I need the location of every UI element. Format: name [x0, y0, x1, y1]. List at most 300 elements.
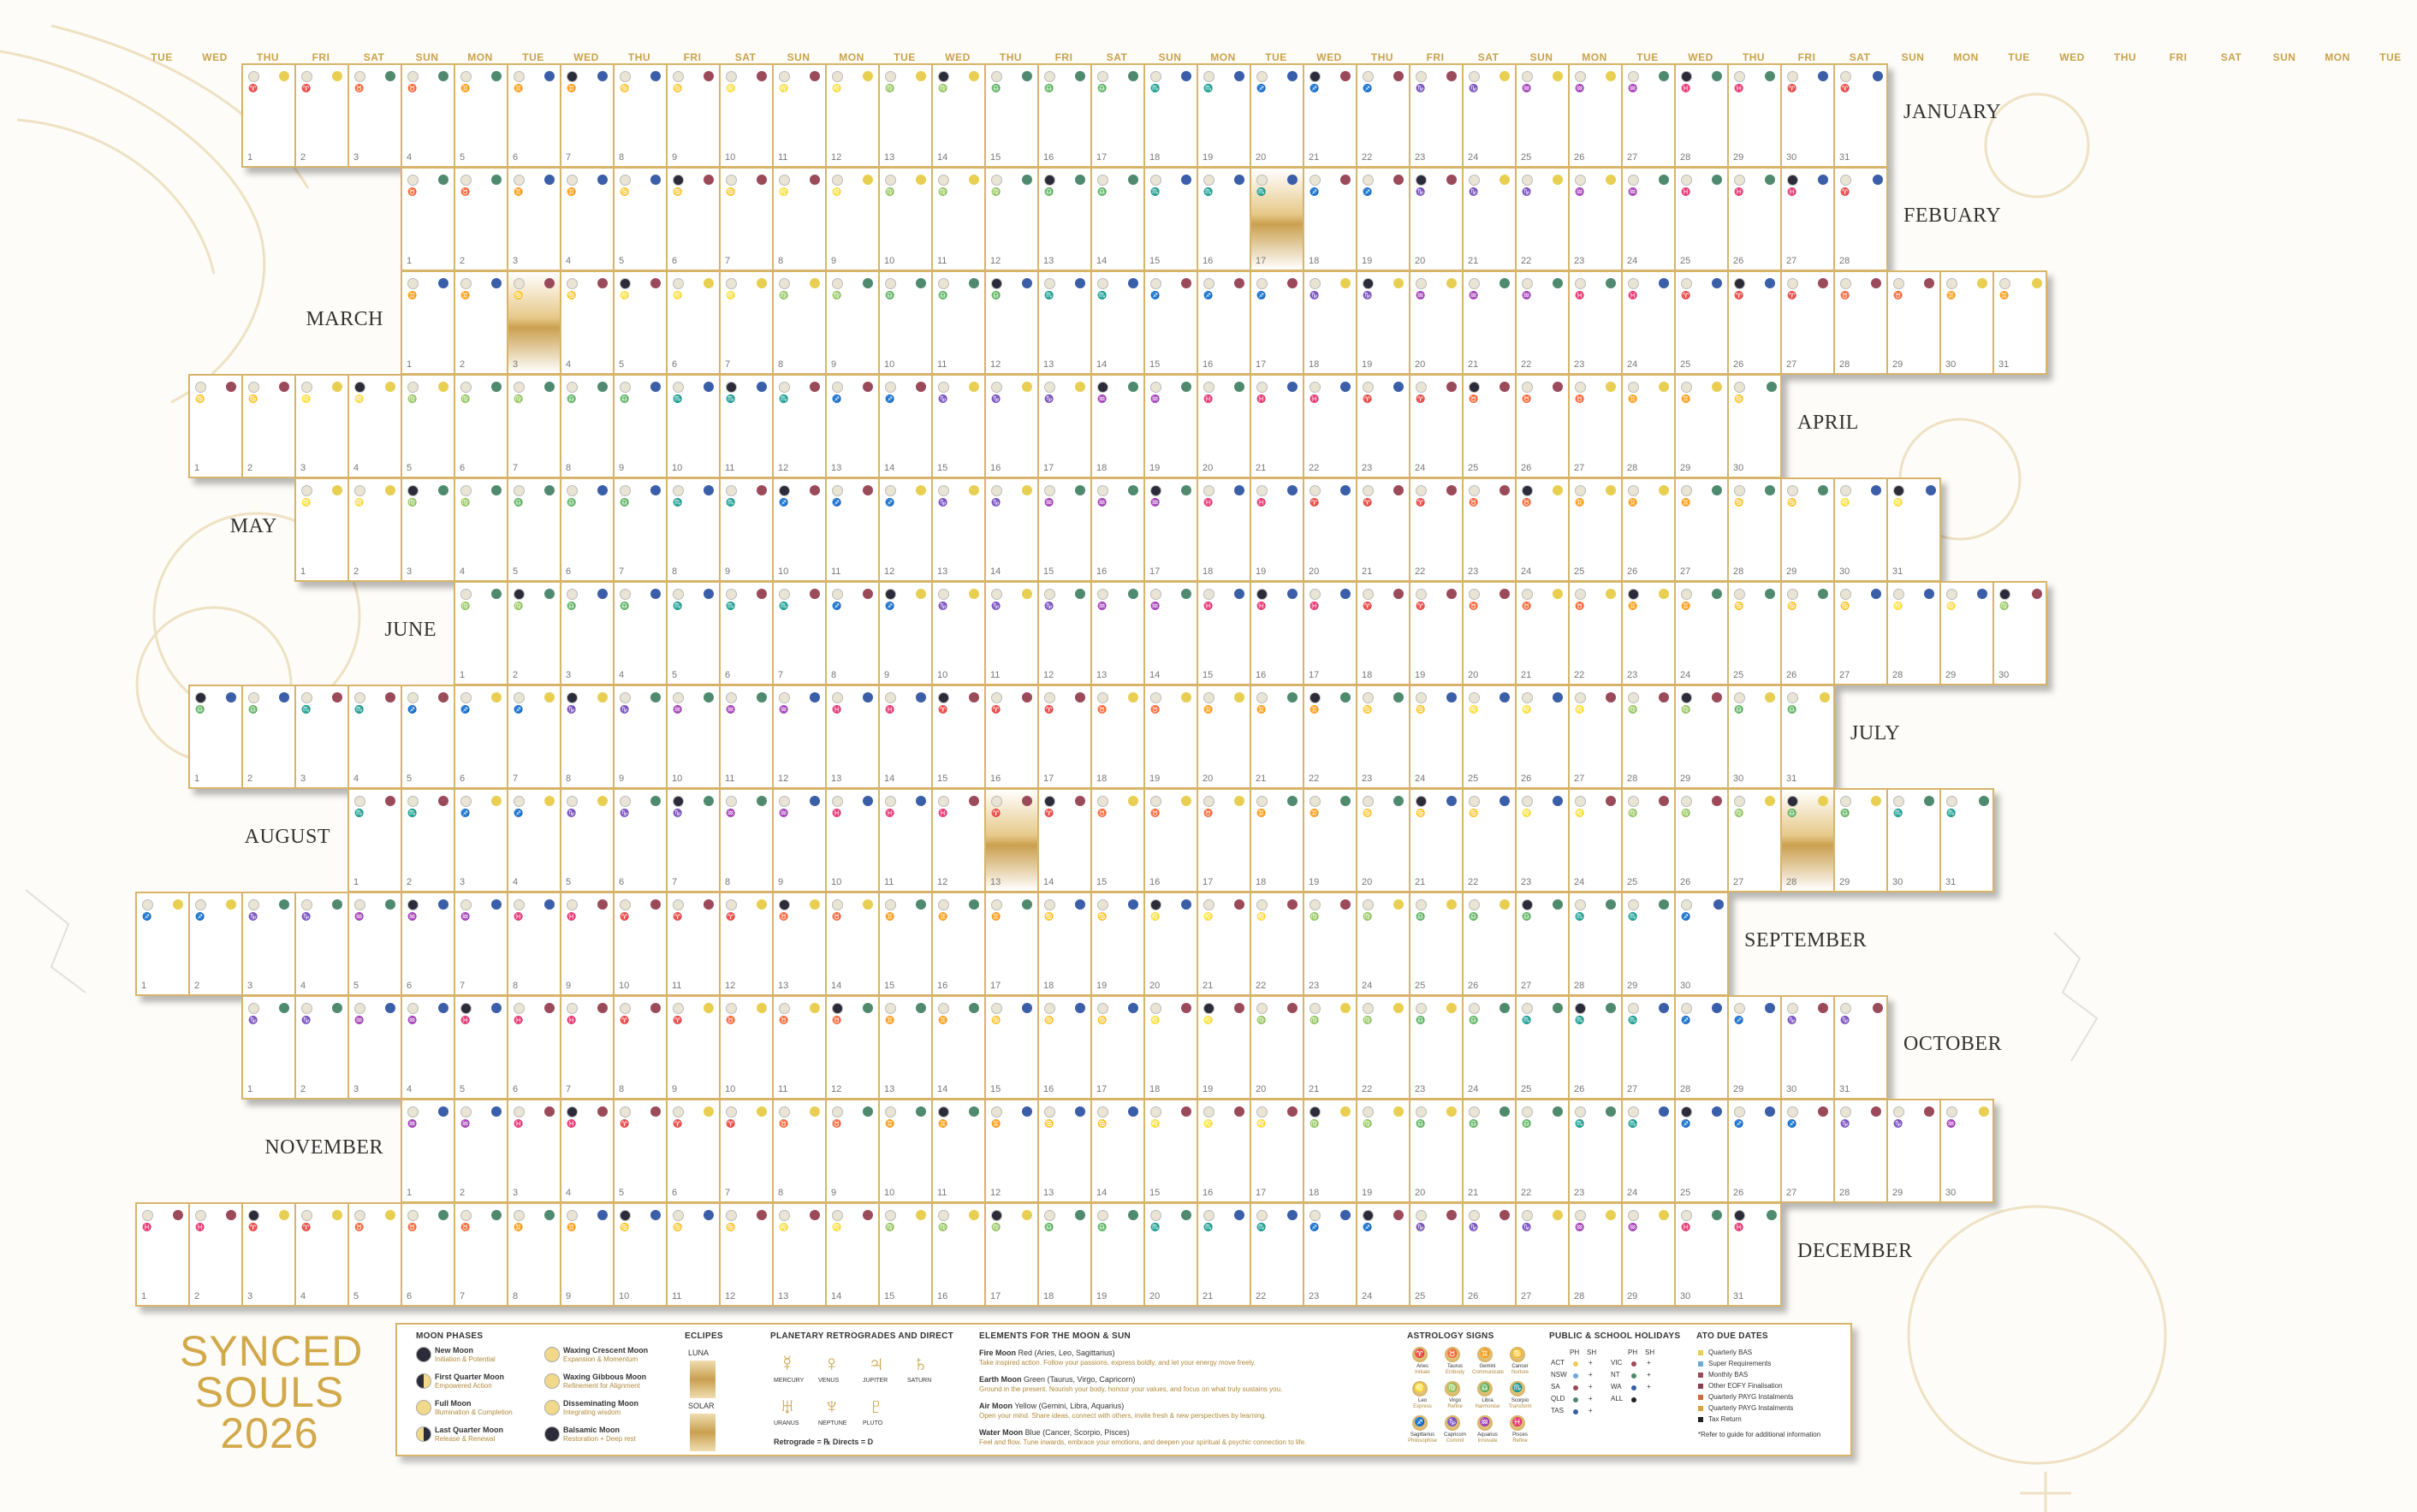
day-cell[interactable]: [1039, 376, 1092, 477]
day-cell[interactable]: [615, 376, 668, 477]
day-cell[interactable]: [1570, 583, 1623, 684]
day-cell[interactable]: [455, 686, 508, 787]
day-cell[interactable]: [615, 1204, 668, 1305]
day-cell[interactable]: [615, 997, 668, 1098]
day-cell[interactable]: [1039, 272, 1092, 373]
day-cell[interactable]: [1676, 169, 1729, 270]
day-cell[interactable]: [774, 272, 827, 373]
day-cell[interactable]: [827, 790, 880, 891]
day-cell[interactable]: [668, 272, 721, 373]
day-cell[interactable]: [508, 686, 561, 787]
day-cell[interactable]: [1835, 169, 1888, 270]
day-cell[interactable]: [1782, 479, 1835, 580]
day-cell[interactable]: [615, 272, 668, 373]
day-cell[interactable]: [1092, 479, 1145, 580]
day-cell[interactable]: [615, 479, 668, 580]
day-cell[interactable]: [933, 169, 986, 270]
day-cell[interactable]: [880, 583, 933, 684]
day-cell[interactable]: [1092, 893, 1145, 994]
day-cell[interactable]: [1464, 376, 1517, 477]
day-cell[interactable]: [455, 479, 508, 580]
day-cell[interactable]: [508, 1100, 561, 1201]
day-cell[interactable]: [933, 790, 986, 891]
day-cell[interactable]: [1623, 1100, 1676, 1201]
day-cell[interactable]: [1198, 272, 1251, 373]
day-cell[interactable]: [296, 376, 349, 477]
day-cell[interactable]: [615, 790, 668, 891]
day-cell[interactable]: [1092, 169, 1145, 270]
day-cell[interactable]: [1782, 997, 1835, 1098]
day-cell[interactable]: [827, 893, 880, 994]
day-cell[interactable]: [1198, 1100, 1251, 1201]
day-cell[interactable]: [1039, 893, 1092, 994]
day-cell[interactable]: [615, 686, 668, 787]
day-cell[interactable]: [1782, 1100, 1835, 1201]
day-cell[interactable]: [1464, 893, 1517, 994]
day-cell[interactable]: [1464, 169, 1517, 270]
day-cell[interactable]: [1835, 583, 1888, 684]
day-cell[interactable]: [1464, 479, 1517, 580]
day-cell[interactable]: [1623, 479, 1676, 580]
day-cell[interactable]: [1782, 272, 1835, 373]
day-cell[interactable]: [933, 893, 986, 994]
day-cell[interactable]: [880, 272, 933, 373]
day-cell[interactable]: [349, 686, 402, 787]
day-cell[interactable]: [615, 169, 668, 270]
day-cell[interactable]: [1517, 1100, 1570, 1201]
day-cell[interactable]: [1145, 997, 1198, 1098]
day-cell[interactable]: [774, 65, 827, 166]
day-cell[interactable]: [561, 479, 615, 580]
day-cell[interactable]: [1251, 893, 1304, 994]
day-cell[interactable]: [721, 997, 774, 1098]
day-cell[interactable]: [933, 1204, 986, 1305]
day-cell[interactable]: [880, 893, 933, 994]
day-cell[interactable]: [721, 583, 774, 684]
day-cell[interactable]: [1623, 893, 1676, 994]
day-cell[interactable]: [1835, 997, 1888, 1098]
day-cell[interactable]: [243, 997, 296, 1098]
day-cell[interactable]: [1517, 376, 1570, 477]
day-cell[interactable]: [402, 686, 455, 787]
day-cell[interactable]: [1092, 376, 1145, 477]
day-cell[interactable]: [721, 1204, 774, 1305]
day-cell[interactable]: [402, 997, 455, 1098]
day-cell[interactable]: [774, 169, 827, 270]
day-cell[interactable]: [1729, 65, 1782, 166]
day-cell[interactable]: [1464, 1100, 1517, 1201]
day-cell[interactable]: [1410, 893, 1464, 994]
day-cell[interactable]: [1835, 65, 1888, 166]
day-cell[interactable]: [1570, 790, 1623, 891]
day-cell[interactable]: [1517, 1204, 1570, 1305]
day-cell[interactable]: [1729, 1100, 1782, 1201]
day-cell[interactable]: [1782, 583, 1835, 684]
day-cell[interactable]: [349, 479, 402, 580]
day-cell[interactable]: [880, 169, 933, 270]
day-cell[interactable]: [1410, 65, 1464, 166]
day-cell[interactable]: [455, 790, 508, 891]
day-cell[interactable]: [1145, 65, 1198, 166]
day-cell[interactable]: [1092, 1204, 1145, 1305]
day-cell[interactable]: [774, 479, 827, 580]
day-cell[interactable]: [1198, 65, 1251, 166]
day-cell[interactable]: [1676, 893, 1729, 994]
day-cell[interactable]: [1835, 790, 1888, 891]
day-cell[interactable]: [1676, 686, 1729, 787]
day-cell[interactable]: [1198, 686, 1251, 787]
day-cell[interactable]: [455, 376, 508, 477]
day-cell[interactable]: [1145, 583, 1198, 684]
day-cell[interactable]: [296, 686, 349, 787]
day-cell[interactable]: [1357, 583, 1410, 684]
day-cell[interactable]: [1251, 479, 1304, 580]
day-cell[interactable]: [1357, 65, 1410, 166]
day-cell[interactable]: [1782, 790, 1835, 891]
day-cell[interactable]: [243, 65, 296, 166]
day-cell[interactable]: [243, 376, 296, 477]
day-cell[interactable]: [1039, 686, 1092, 787]
day-cell[interactable]: [1357, 1204, 1410, 1305]
day-cell[interactable]: [1251, 1100, 1304, 1201]
day-cell[interactable]: [1410, 169, 1464, 270]
day-cell[interactable]: [1835, 479, 1888, 580]
day-cell[interactable]: [1517, 169, 1570, 270]
day-cell[interactable]: [1888, 479, 1941, 580]
day-cell[interactable]: [1304, 479, 1357, 580]
day-cell[interactable]: [1623, 376, 1676, 477]
day-cell[interactable]: [455, 893, 508, 994]
day-cell[interactable]: [1092, 1100, 1145, 1201]
day-cell[interactable]: [721, 790, 774, 891]
day-cell[interactable]: [933, 479, 986, 580]
day-cell[interactable]: [561, 997, 615, 1098]
day-cell[interactable]: [402, 376, 455, 477]
day-cell[interactable]: [402, 479, 455, 580]
day-cell[interactable]: [986, 686, 1039, 787]
day-cell[interactable]: [508, 169, 561, 270]
day-cell[interactable]: [1623, 997, 1676, 1098]
day-cell[interactable]: [508, 376, 561, 477]
day-cell[interactable]: [349, 1204, 402, 1305]
day-cell[interactable]: [402, 1100, 455, 1201]
day-cell[interactable]: [349, 376, 402, 477]
day-cell[interactable]: [190, 893, 243, 994]
day-cell[interactable]: [774, 1100, 827, 1201]
day-cell[interactable]: [1145, 272, 1198, 373]
day-cell[interactable]: [827, 479, 880, 580]
day-cell[interactable]: [561, 65, 615, 166]
day-cell[interactable]: [402, 893, 455, 994]
day-cell[interactable]: [455, 169, 508, 270]
day-cell[interactable]: [880, 997, 933, 1098]
day-cell[interactable]: [1517, 893, 1570, 994]
day-cell[interactable]: [721, 893, 774, 994]
day-cell[interactable]: [668, 1204, 721, 1305]
day-cell[interactable]: [1198, 376, 1251, 477]
day-cell[interactable]: [1570, 272, 1623, 373]
day-cell[interactable]: [880, 65, 933, 166]
day-cell[interactable]: [402, 169, 455, 270]
day-cell[interactable]: [1570, 169, 1623, 270]
day-cell[interactable]: [1304, 376, 1357, 477]
day-cell[interactable]: [1676, 479, 1729, 580]
day-cell[interactable]: [774, 997, 827, 1098]
day-cell[interactable]: [986, 479, 1039, 580]
day-cell[interactable]: [1357, 686, 1410, 787]
day-cell[interactable]: [933, 65, 986, 166]
day-cell[interactable]: [190, 1204, 243, 1305]
day-cell[interactable]: [986, 169, 1039, 270]
day-cell[interactable]: [1145, 893, 1198, 994]
day-cell[interactable]: [986, 1100, 1039, 1201]
day-cell[interactable]: [561, 272, 615, 373]
day-cell[interactable]: [508, 997, 561, 1098]
day-cell[interactable]: [1782, 169, 1835, 270]
day-cell[interactable]: [1570, 376, 1623, 477]
day-cell[interactable]: [1941, 583, 1994, 684]
day-cell[interactable]: [1357, 1100, 1410, 1201]
day-cell[interactable]: [721, 65, 774, 166]
day-cell[interactable]: [1145, 790, 1198, 891]
day-cell[interactable]: [668, 893, 721, 994]
day-cell[interactable]: [986, 376, 1039, 477]
day-cell[interactable]: [455, 1204, 508, 1305]
day-cell[interactable]: [1676, 583, 1729, 684]
day-cell[interactable]: [1357, 376, 1410, 477]
day-cell[interactable]: [933, 1100, 986, 1201]
day-cell[interactable]: [1570, 479, 1623, 580]
day-cell[interactable]: [1676, 272, 1729, 373]
day-cell[interactable]: [1410, 686, 1464, 787]
day-cell[interactable]: [1623, 272, 1676, 373]
day-cell[interactable]: [880, 479, 933, 580]
day-cell[interactable]: [508, 583, 561, 684]
day-cell[interactable]: [1251, 686, 1304, 787]
day-cell[interactable]: [190, 376, 243, 477]
day-cell[interactable]: [455, 272, 508, 373]
day-cell[interactable]: [1623, 169, 1676, 270]
day-cell[interactable]: [668, 790, 721, 891]
day-cell[interactable]: [721, 376, 774, 477]
day-cell[interactable]: [1570, 997, 1623, 1098]
day-cell[interactable]: [349, 790, 402, 891]
day-cell[interactable]: [561, 1100, 615, 1201]
day-cell[interactable]: [561, 893, 615, 994]
day-cell[interactable]: [1517, 65, 1570, 166]
day-cell[interactable]: [296, 893, 349, 994]
day-cell[interactable]: [1517, 479, 1570, 580]
day-cell[interactable]: [1410, 479, 1464, 580]
day-cell[interactable]: [1464, 790, 1517, 891]
day-cell[interactable]: [986, 790, 1039, 891]
day-cell[interactable]: [668, 65, 721, 166]
day-cell[interactable]: [1782, 686, 1835, 787]
day-cell[interactable]: [1623, 65, 1676, 166]
day-cell[interactable]: [827, 65, 880, 166]
day-cell[interactable]: [1304, 790, 1357, 891]
day-cell[interactable]: [508, 479, 561, 580]
day-cell[interactable]: [1729, 479, 1782, 580]
day-cell[interactable]: [1357, 997, 1410, 1098]
day-cell[interactable]: [1039, 583, 1092, 684]
day-cell[interactable]: [1517, 997, 1570, 1098]
day-cell[interactable]: [508, 893, 561, 994]
day-cell[interactable]: [933, 272, 986, 373]
day-cell[interactable]: [986, 65, 1039, 166]
day-cell[interactable]: [1941, 1100, 1994, 1201]
day-cell[interactable]: [827, 169, 880, 270]
day-cell[interactable]: [1039, 997, 1092, 1098]
day-cell[interactable]: [190, 686, 243, 787]
day-cell[interactable]: [880, 1100, 933, 1201]
day-cell[interactable]: [827, 272, 880, 373]
day-cell[interactable]: [615, 583, 668, 684]
day-cell[interactable]: [561, 790, 615, 891]
day-cell[interactable]: [1251, 169, 1304, 270]
day-cell[interactable]: [402, 1204, 455, 1305]
day-cell[interactable]: [1729, 790, 1782, 891]
day-cell[interactable]: [1304, 1100, 1357, 1201]
day-cell[interactable]: [1464, 1204, 1517, 1305]
day-cell[interactable]: [1304, 686, 1357, 787]
day-cell[interactable]: [1251, 790, 1304, 891]
day-cell[interactable]: [1410, 272, 1464, 373]
day-cell[interactable]: [402, 790, 455, 891]
day-cell[interactable]: [1676, 376, 1729, 477]
day-cell[interactable]: [721, 479, 774, 580]
day-cell[interactable]: [1039, 1100, 1092, 1201]
day-cell[interactable]: [1729, 272, 1782, 373]
day-cell[interactable]: [1782, 65, 1835, 166]
day-cell[interactable]: [1357, 893, 1410, 994]
day-cell[interactable]: [668, 997, 721, 1098]
day-cell[interactable]: [721, 272, 774, 373]
day-cell[interactable]: [1039, 65, 1092, 166]
day-cell[interactable]: [827, 376, 880, 477]
day-cell[interactable]: [1676, 997, 1729, 1098]
day-cell[interactable]: [668, 169, 721, 270]
day-cell[interactable]: [774, 686, 827, 787]
day-cell[interactable]: [1198, 169, 1251, 270]
day-cell[interactable]: [243, 686, 296, 787]
day-cell[interactable]: [827, 686, 880, 787]
day-cell[interactable]: [1145, 169, 1198, 270]
day-cell[interactable]: [1676, 1204, 1729, 1305]
day-cell[interactable]: [1888, 790, 1941, 891]
day-cell[interactable]: [1092, 790, 1145, 891]
day-cell[interactable]: [880, 686, 933, 787]
day-cell[interactable]: [1039, 1204, 1092, 1305]
day-cell[interactable]: [1357, 169, 1410, 270]
day-cell[interactable]: [508, 65, 561, 166]
day-cell[interactable]: [1039, 169, 1092, 270]
day-cell[interactable]: [561, 686, 615, 787]
day-cell[interactable]: [1304, 272, 1357, 373]
day-cell[interactable]: [402, 65, 455, 166]
day-cell[interactable]: [1145, 1100, 1198, 1201]
day-cell[interactable]: [1464, 686, 1517, 787]
day-cell[interactable]: [1198, 893, 1251, 994]
day-cell[interactable]: [1304, 893, 1357, 994]
day-cell[interactable]: [296, 1204, 349, 1305]
day-cell[interactable]: [243, 893, 296, 994]
day-cell[interactable]: [1039, 790, 1092, 891]
day-cell[interactable]: [1729, 376, 1782, 477]
day-cell[interactable]: [880, 790, 933, 891]
day-cell[interactable]: [1729, 686, 1782, 787]
day-cell[interactable]: [986, 583, 1039, 684]
day-cell[interactable]: [561, 169, 615, 270]
day-cell[interactable]: [880, 376, 933, 477]
day-cell[interactable]: [986, 272, 1039, 373]
day-cell[interactable]: [349, 65, 402, 166]
day-cell[interactable]: [1517, 790, 1570, 891]
day-cell[interactable]: [986, 1204, 1039, 1305]
day-cell[interactable]: [508, 272, 561, 373]
day-cell[interactable]: [1357, 479, 1410, 580]
day-cell[interactable]: [349, 997, 402, 1098]
day-cell[interactable]: [1570, 893, 1623, 994]
day-cell[interactable]: [774, 1204, 827, 1305]
day-cell[interactable]: [774, 893, 827, 994]
day-cell[interactable]: [1198, 997, 1251, 1098]
day-cell[interactable]: [1092, 686, 1145, 787]
day-cell[interactable]: [561, 583, 615, 684]
day-cell[interactable]: [1251, 65, 1304, 166]
day-cell[interactable]: [668, 686, 721, 787]
day-cell[interactable]: [1676, 65, 1729, 166]
day-cell[interactable]: [1357, 272, 1410, 373]
day-cell[interactable]: [1304, 65, 1357, 166]
day-cell[interactable]: [1410, 1204, 1464, 1305]
day-cell[interactable]: [561, 376, 615, 477]
day-cell[interactable]: [1251, 583, 1304, 684]
day-cell[interactable]: [1410, 997, 1464, 1098]
day-cell[interactable]: [1517, 686, 1570, 787]
day-cell[interactable]: [1729, 997, 1782, 1098]
day-cell[interactable]: [615, 65, 668, 166]
day-cell[interactable]: [1251, 997, 1304, 1098]
day-cell[interactable]: [1092, 997, 1145, 1098]
day-cell[interactable]: [1145, 376, 1198, 477]
day-cell[interactable]: [561, 1204, 615, 1305]
day-cell[interactable]: [455, 583, 508, 684]
day-cell[interactable]: [296, 65, 349, 166]
day-cell[interactable]: [1039, 479, 1092, 580]
day-cell[interactable]: [1570, 65, 1623, 166]
day-cell[interactable]: [1623, 583, 1676, 684]
day-cell[interactable]: [1570, 1100, 1623, 1201]
day-cell[interactable]: [1198, 790, 1251, 891]
day-cell[interactable]: [1941, 272, 1994, 373]
day-cell[interactable]: [349, 893, 402, 994]
day-cell[interactable]: [1410, 1100, 1464, 1201]
day-cell[interactable]: [1517, 583, 1570, 684]
day-cell[interactable]: [296, 997, 349, 1098]
day-cell[interactable]: [1570, 686, 1623, 787]
day-cell[interactable]: [827, 583, 880, 684]
day-cell[interactable]: [508, 790, 561, 891]
day-cell[interactable]: [668, 1100, 721, 1201]
day-cell[interactable]: [455, 65, 508, 166]
day-cell[interactable]: [1464, 997, 1517, 1098]
day-cell[interactable]: [1941, 790, 1994, 891]
day-cell[interactable]: [1835, 1100, 1888, 1201]
day-cell[interactable]: [1888, 1100, 1941, 1201]
day-cell[interactable]: [721, 1100, 774, 1201]
day-cell[interactable]: [1198, 1204, 1251, 1305]
